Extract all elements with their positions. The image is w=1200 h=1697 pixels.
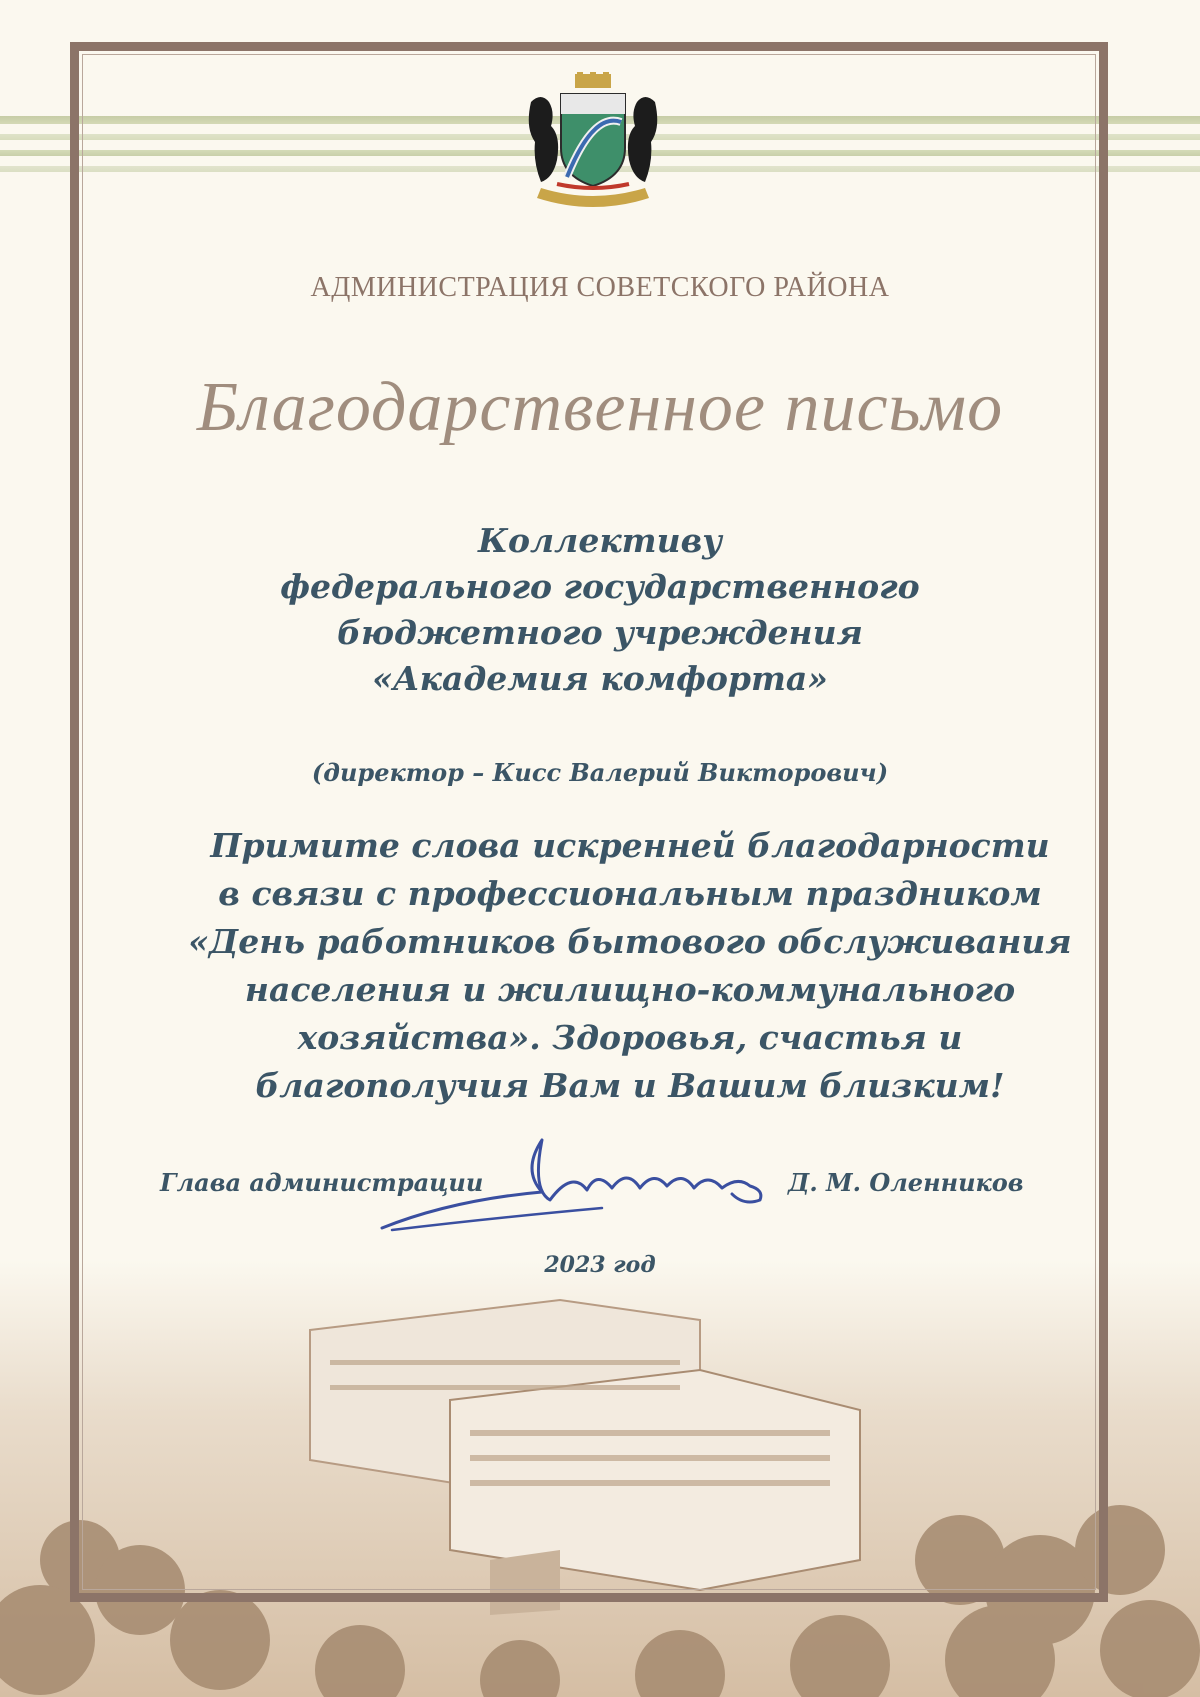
message-line: населения и жилищно-коммунального xyxy=(244,970,1016,1009)
message-line: хозяйства». Здоровья, счастья и xyxy=(297,1018,963,1057)
signatory-title: Глава администрации xyxy=(160,1168,484,1197)
issuer-heading: АДМИНИСТРАЦИЯ СОВЕТСКОГО РАЙОНА xyxy=(310,272,890,303)
message-block xyxy=(30,822,1200,1110)
message-line: «День работников бытового обслуживания xyxy=(188,922,1072,961)
message-line: благополучия Вам и Вашим близким! xyxy=(255,1066,1005,1105)
document-year: 2023 год xyxy=(544,1252,656,1278)
recipient-line: федерального государственного xyxy=(280,567,920,606)
recipient-line: бюджетного учреждения xyxy=(337,613,863,652)
recipient-line: «Академия комфорта» xyxy=(372,659,828,698)
message-line: в связи с профессиональным праздником xyxy=(218,874,1042,913)
recipient-line: Коллективу xyxy=(478,521,722,560)
recipient-block xyxy=(0,518,1200,702)
message-line: Примите слова искренней благодарности xyxy=(210,826,1050,865)
signatory-name: Д. М. Оленников xyxy=(788,1168,1024,1197)
coat-of-arms-icon xyxy=(517,72,669,208)
director-note: (директор – Кисс Валерий Викторович) xyxy=(311,758,889,787)
document-title: Благодарственное письмо xyxy=(196,369,1004,446)
signature-icon xyxy=(372,1130,782,1240)
